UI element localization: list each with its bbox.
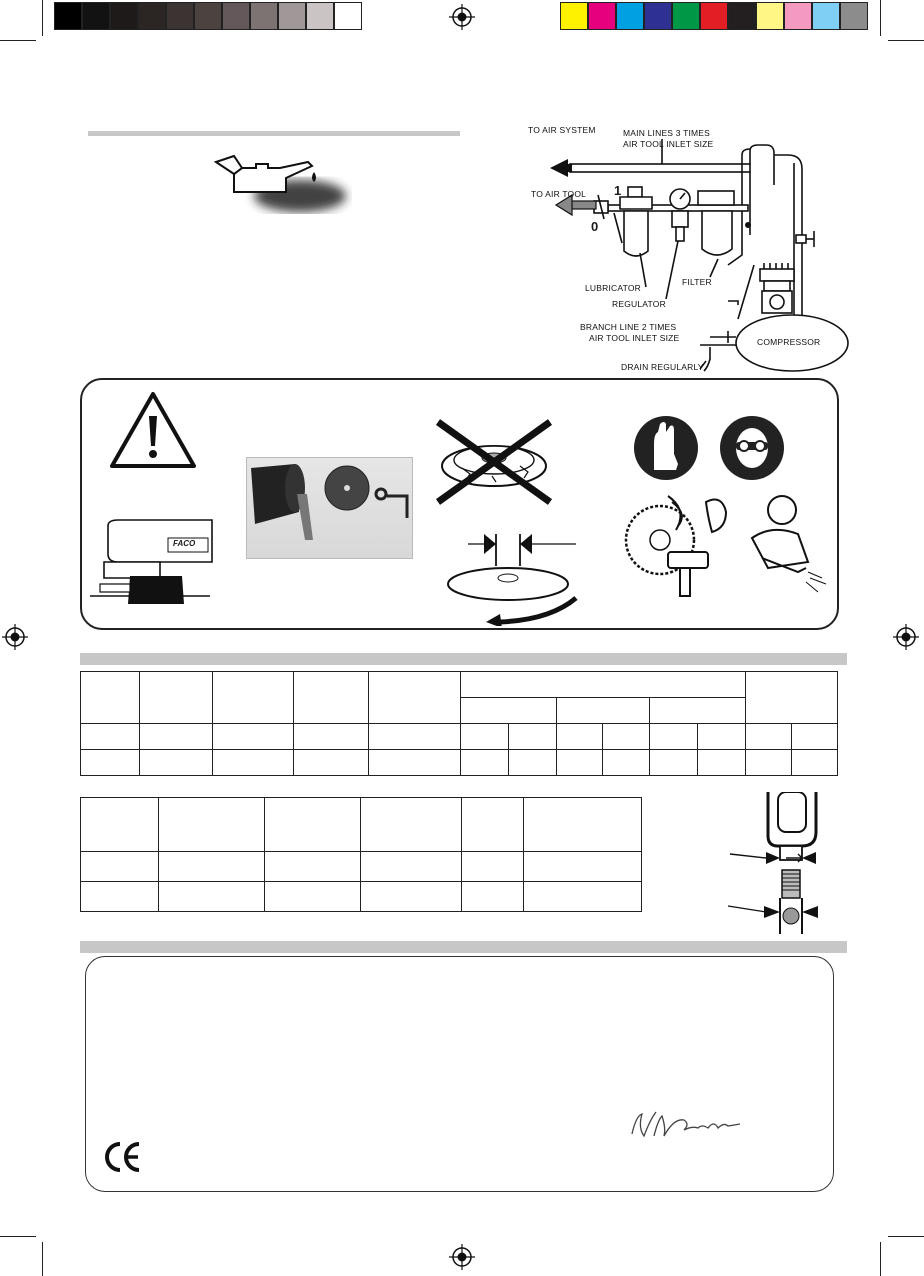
signature-image [628, 1106, 744, 1142]
grinder-brand-label: FACO [173, 539, 196, 548]
table-cell [212, 672, 294, 724]
gray-swatch [250, 2, 278, 30]
specifications-table [80, 671, 838, 776]
hazard-illustrations [622, 488, 838, 598]
ppe-icons [632, 414, 792, 484]
crop-mark [880, 1242, 881, 1276]
label-regulator: REGULATOR [612, 299, 666, 309]
table-row [81, 882, 642, 912]
label-branch-line-size: AIR TOOL INLET SIZE [589, 333, 680, 343]
label-to-air-tool: TO AIR TOOL [531, 189, 587, 199]
position-0-label: 0 [591, 219, 599, 234]
section-rule [80, 653, 847, 665]
registration-mark-icon [449, 4, 475, 30]
color-swatch [616, 2, 644, 30]
label-drain-regularly: DRAIN REGULARLY [621, 362, 704, 372]
label-lubricator: LUBRICATOR [585, 283, 642, 293]
table-cell [139, 672, 212, 724]
gray-swatch [54, 2, 82, 30]
gray-swatch [110, 2, 138, 30]
table-cell [556, 698, 650, 724]
color-swatch [812, 2, 840, 30]
label-main-lines-size: AIR TOOL INLET SIZE [623, 139, 714, 149]
declaration-panel [85, 956, 834, 1192]
die-grinder-icon [90, 518, 220, 604]
registration-mark-icon [449, 1244, 475, 1270]
crop-mark [880, 0, 881, 36]
color-swatch [840, 2, 868, 30]
label-branch-line: BRANCH LINE 2 TIMES [580, 322, 677, 332]
position-1-label: 1 [614, 183, 622, 198]
disc-rotation-icon [440, 528, 586, 626]
color-swatch [588, 2, 616, 30]
air-system-diagram [520, 115, 850, 373]
damaged-disc-prohibited-icon [432, 418, 560, 510]
table-cell [650, 698, 746, 724]
ce-mark-logo [102, 1141, 142, 1173]
label-filter: FILTER [682, 277, 712, 287]
accessories-table [80, 797, 642, 912]
oil-can-icon [212, 152, 352, 214]
crop-mark [0, 1236, 36, 1237]
color-swatch [644, 2, 672, 30]
accessories-photo [246, 457, 413, 559]
color-swatch [672, 2, 700, 30]
label-main-lines: MAIN LINES 3 TIMES [623, 128, 711, 138]
table-cell [369, 672, 461, 724]
gray-swatch [194, 2, 222, 30]
crop-mark [888, 40, 924, 41]
gray-swatch [334, 2, 362, 30]
gray-swatch [166, 2, 194, 30]
crop-mark [42, 1242, 43, 1276]
color-swatch [560, 2, 588, 30]
section-rule [80, 941, 847, 953]
color-swatch [700, 2, 728, 30]
crop-mark [888, 1236, 924, 1237]
spindle-wrench-icon [726, 792, 826, 934]
section-rule [88, 131, 460, 136]
color-swatch [784, 2, 812, 30]
gray-swatch [306, 2, 334, 30]
table-row [81, 750, 838, 776]
color-swatch [728, 2, 756, 30]
label-to-air-system: TO AIR SYSTEM [528, 125, 596, 135]
table-cell [746, 672, 838, 724]
gray-swatch [278, 2, 306, 30]
table-cell [81, 672, 140, 724]
table-cell [460, 672, 745, 698]
table-cell [460, 698, 556, 724]
crop-mark [0, 40, 36, 41]
registration-mark-icon [2, 624, 28, 650]
table-row [81, 852, 642, 882]
gray-swatch [222, 2, 250, 30]
color-swatch [756, 2, 784, 30]
gray-swatch [82, 2, 110, 30]
table-row [81, 724, 838, 750]
gray-swatch [138, 2, 166, 30]
warning-triangle-icon [108, 390, 198, 470]
table-cell [294, 672, 369, 724]
table-row [81, 798, 642, 852]
registration-mark-icon [893, 624, 919, 650]
crop-mark [42, 0, 43, 36]
label-compressor: COMPRESSOR [757, 337, 821, 347]
